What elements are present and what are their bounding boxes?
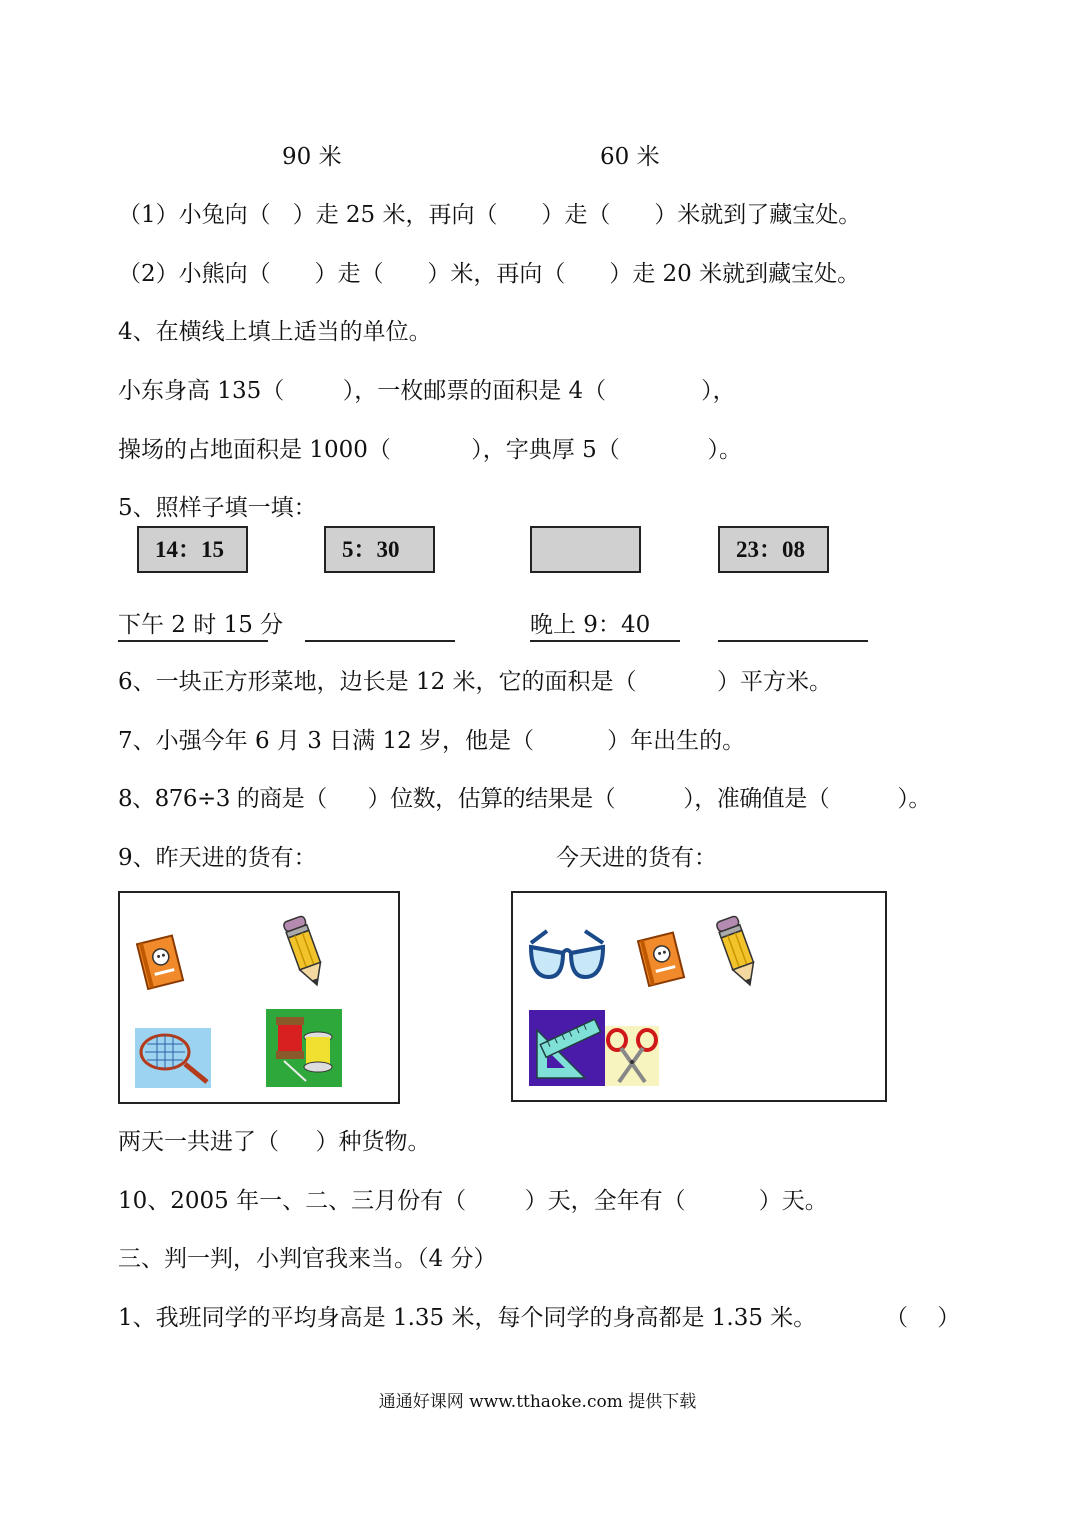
notebook-icon (633, 928, 691, 990)
q10-text: 10、2005 年一、二、三月份有（ ）天，全年有（ ）天。 (118, 1188, 828, 1214)
q6-text: 6、一块正方形菜地，边长是 12 米，它的面积是（ ）平方米。 (118, 669, 832, 695)
pencil-icon (713, 913, 763, 991)
answer-line-1 (118, 610, 284, 642)
q5-title: 5、照样子填一填： (118, 495, 317, 521)
digital-clock-1: 14：15 (137, 526, 248, 573)
q4-title: 4、在横线上填上适当的单位。 (118, 319, 432, 345)
map-label-90m: 90 米 (282, 144, 342, 170)
judge-item-1: 1、我班同学的平均身高是 1.35 米，每个同学的身高都是 1.35 米。 (118, 1305, 817, 1331)
racket-icon (135, 1028, 211, 1088)
q8-text: 8、876÷3 的商是（ ）位数，估算的结果是（ ），准确值是（ ）。 (118, 786, 931, 812)
answer-text-3: 晚上 9：40 (530, 612, 651, 638)
answer-line-2[interactable] (305, 610, 455, 642)
q3-line-2: （2）小熊向（ ）走（ ）米，再向（ ）走 20 米就到藏宝处。 (118, 261, 861, 287)
answer-line-4[interactable] (718, 610, 868, 642)
scissors-icon (605, 1026, 659, 1086)
yesterday-goods-box (118, 891, 400, 1104)
footer: 通通好课网 www.tthaoke.com 提供下载 (378, 1392, 697, 1412)
digital-clock-2: 5：30 (324, 526, 435, 573)
today-goods-box (511, 891, 887, 1102)
q4-line-2: 操场的占地面积是 1000（ ），字典厚 5（ ）。 (118, 437, 742, 463)
answer-text-1: 下午 2 时 15 分 (118, 612, 284, 638)
q4-line-1: 小东身高 135（ ），一枚邮票的面积是 4（ ）， (118, 378, 736, 404)
q9-today-label: 今天进的货有： (556, 845, 717, 871)
map-label-60m: 60 米 (600, 144, 660, 170)
pencil-icon (280, 913, 330, 991)
answer-line-3 (530, 610, 680, 642)
digital-clock-3 (530, 526, 641, 573)
glasses-icon (527, 925, 607, 985)
thread-spools-icon (266, 1009, 342, 1087)
q7-text: 7、小强今年 6 月 3 日满 12 岁，他是（ ）年出生的。 (118, 728, 746, 754)
notebook-icon (132, 931, 190, 993)
section3-title: 三、判一判，小判官我来当。（4 分） (118, 1246, 497, 1272)
q9-question: 两天一共进了（ ）种货物。 (118, 1129, 431, 1155)
judge-bracket-1[interactable]: （ ） (885, 1305, 961, 1331)
digital-clock-4: 23：08 (718, 526, 829, 573)
set-square-ruler-icon (529, 1010, 605, 1086)
q3-line-1: （1）小兔向（ ）走 25 米，再向（ ）走（ ）米就到了藏宝处。 (118, 202, 862, 228)
q9-yesterday-label: 9、昨天进的货有： (118, 845, 317, 871)
